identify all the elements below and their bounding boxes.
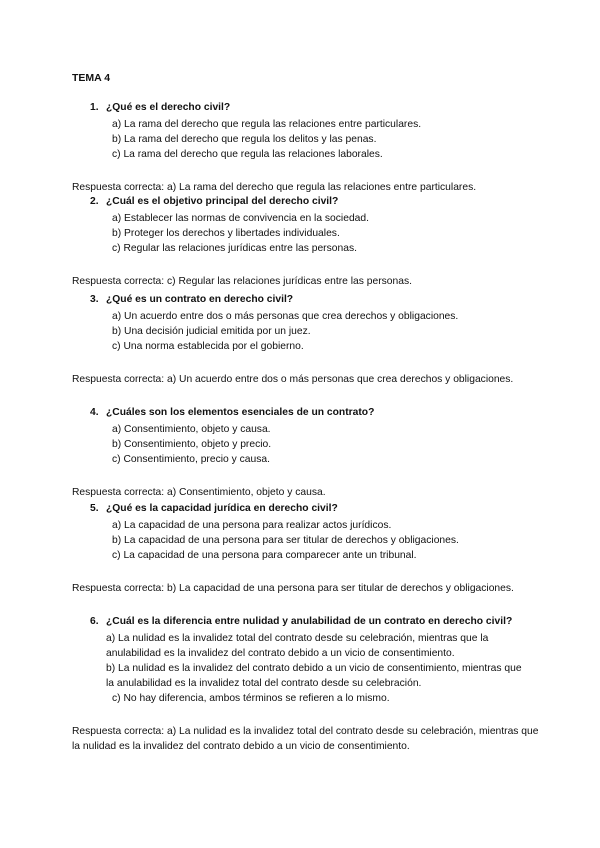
option-c: c) Regular las relaciones jurídicas entre las personas. (112, 242, 357, 254)
option-a: a) La nulidad es la invalidez total del contrato desde su celebración, mientras que la anulabilidad es la invalidez del contrato debido a un vicio de consentimiento. (106, 632, 489, 659)
question-heading (72, 502, 542, 517)
option-a: a) Consentimiento, objeto y causa. (112, 423, 271, 435)
question-number: 4. (90, 407, 99, 418)
question-number: 1. (90, 102, 99, 113)
correct-answer: Respuesta correcta: a) Consentimiento, objeto y causa. (72, 486, 326, 498)
question-heading (72, 406, 542, 421)
question-number: 6. (90, 616, 99, 627)
question-text: ¿Cuáles son los elementos esenciales de un contrato? (106, 407, 375, 418)
option-b: b) La nulidad es la invalidez del contrato debido a un vicio de consentimiento, mientras que la anulabilidad es la invalidez total del contrato desde su celebración. (106, 662, 522, 689)
question-text: ¿Qué es el derecho civil? (106, 102, 231, 113)
option-c: c) No hay diferencia, ambos términos se refieren a lo mismo. (112, 692, 390, 704)
option-b: b) La capacidad de una persona para ser titular de derechos y obligaciones. (112, 534, 459, 546)
question-number: 3. (90, 294, 99, 305)
option-a: a) Un acuerdo entre dos o más personas que crea derechos y obligaciones. (112, 310, 459, 322)
question-block (72, 195, 542, 289)
document-title: TEMA 4 (72, 72, 111, 84)
question-text: ¿Cuál es el objetivo principal del derecho civil? (106, 196, 339, 207)
option-a: a) La capacidad de una persona para realizar actos jurídicos. (112, 519, 392, 531)
question-heading (72, 615, 526, 630)
correct-answer: Respuesta correcta: a) Un acuerdo entre dos o más personas que crea derechos y obligaciones. (72, 373, 514, 385)
question-block (72, 406, 542, 500)
option-c: c) La rama del derecho que regula las relaciones laborales. (112, 148, 383, 160)
option-c: c) Consentimiento, precio y causa. (112, 453, 270, 465)
option-list (72, 518, 542, 563)
question-heading (72, 101, 542, 116)
option-list (72, 309, 542, 354)
correct-answer: Respuesta correcta: c) Regular las relaciones jurídicas entre las personas. (72, 275, 412, 287)
option-a: a) La rama del derecho que regula las relaciones entre particulares. (112, 118, 422, 130)
question-text: ¿Cuál es la diferencia entre nulidad y anulabilidad de un contrato en derecho civil? (106, 616, 513, 627)
option-list (72, 631, 526, 706)
option-list (72, 211, 542, 256)
option-list (72, 117, 542, 162)
question-block (72, 101, 542, 195)
question-text: ¿Qué es un contrato en derecho civil? (106, 294, 294, 305)
question-number: 2. (90, 196, 99, 207)
question-text: ¿Qué es la capacidad jurídica en derecho civil? (106, 503, 338, 514)
option-c: c) La capacidad de una persona para comparecer ante un tribunal. (112, 549, 417, 561)
option-list (72, 422, 542, 467)
question-block (72, 293, 542, 387)
question-heading (72, 293, 542, 308)
correct-answer: Respuesta correcta: a) La nulidad es la invalidez total del contrato desde su celebración, mientras que la nulidad es la invalidez del contrato debido a un vicio de consentimiento. (72, 725, 539, 752)
question-block (72, 615, 542, 754)
option-c: c) Una norma establecida por el gobierno. (112, 340, 304, 352)
option-b: b) Una decisión judicial emitida por un juez. (112, 325, 311, 337)
option-b: b) Consentimiento, objeto y precio. (112, 438, 272, 450)
correct-answer: Respuesta correcta: b) La capacidad de una persona para ser titular de derechos y obligaciones. (72, 582, 514, 594)
question-heading (72, 195, 542, 210)
option-a: a) Establecer las normas de convivencia en la sociedad. (112, 212, 369, 224)
option-b: b) Proteger los derechos y libertades individuales. (112, 227, 340, 239)
question-block (72, 502, 542, 596)
question-number: 5. (90, 503, 99, 514)
option-b: b) La rama del derecho que regula los delitos y las penas. (112, 133, 377, 145)
correct-answer: Respuesta correcta: a) La rama del derecho que regula las relaciones entre particulares. (72, 181, 477, 193)
